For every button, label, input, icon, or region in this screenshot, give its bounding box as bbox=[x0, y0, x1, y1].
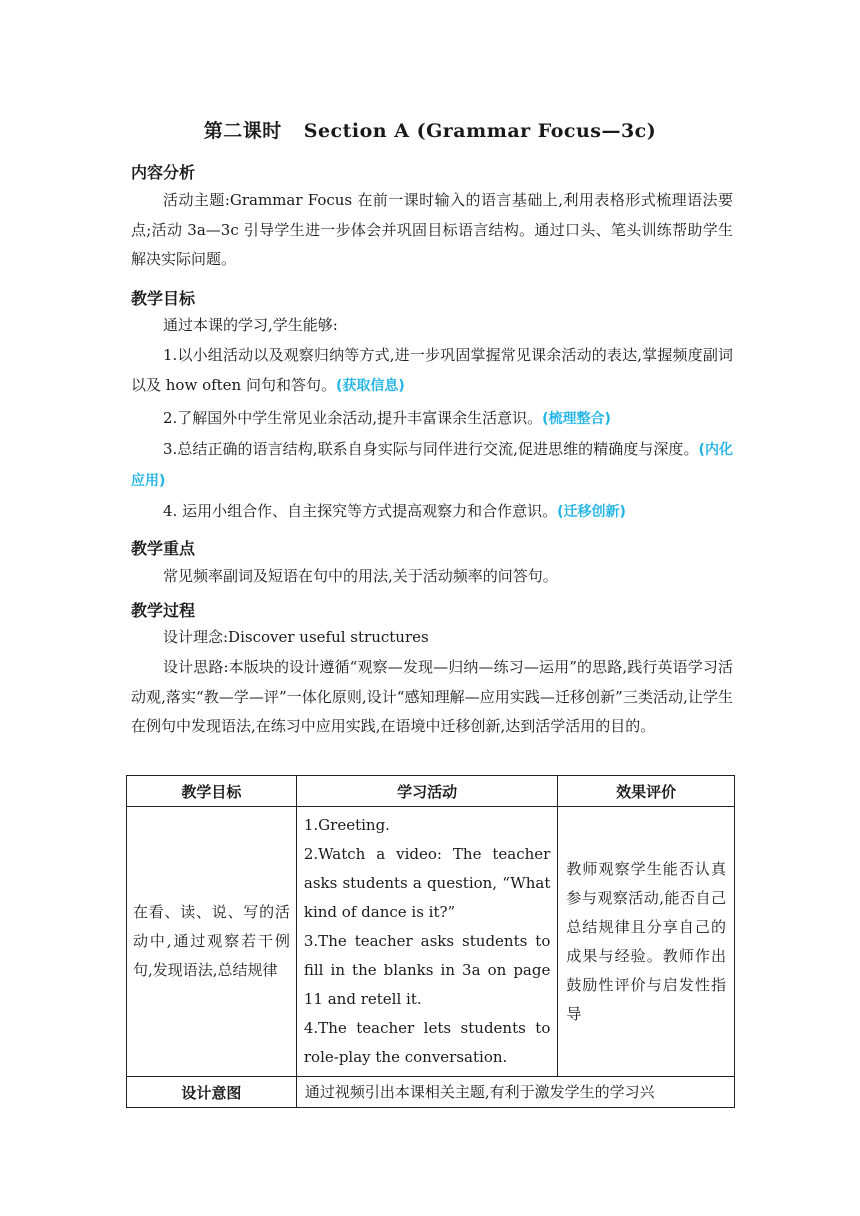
objective-tag: (内化应用) bbox=[131, 442, 733, 489]
objective-tag: (梳理整合) bbox=[542, 411, 611, 427]
lesson-plan-table bbox=[126, 775, 735, 1108]
objectives-intro: 通过本课的学习,学生能够: bbox=[163, 316, 338, 334]
table-row bbox=[127, 807, 735, 1077]
design-intent-text: 通过视频引出本课相关主题,有利于激发学生的学习兴 bbox=[296, 1077, 734, 1108]
activity-item: 3.The teacher asks students to fill in the blanks in 3a on page 11 and retell it. bbox=[303, 932, 551, 1008]
header-evaluation: 效果评价 bbox=[558, 776, 735, 807]
objective-item-3 bbox=[131, 435, 733, 496]
page-title bbox=[0, 116, 860, 143]
design-concept: 设计理念:Discover useful structures bbox=[163, 628, 429, 646]
header-activity: 学习活动 bbox=[296, 776, 557, 807]
objective-text: 3.总结正确的语言结构,联系自身实际与同伴进行交流,促进思维的精确度与深度。 bbox=[163, 440, 699, 458]
lesson-label: 第二课时 bbox=[203, 120, 282, 142]
key-points-heading: 教学重点 bbox=[131, 539, 196, 558]
section-label: Section A (Grammar Focus—3c) bbox=[303, 120, 657, 142]
header-goal: 教学目标 bbox=[127, 776, 297, 807]
activity-cell bbox=[296, 807, 557, 1077]
process-heading: 教学过程 bbox=[131, 601, 196, 620]
activity-item: 1.Greeting. bbox=[303, 816, 390, 834]
objective-text: 1.以小组活动以及观察归纳等方式,进一步巩固掌握常见课余活动的表达,掌握频度副词以及 how often 问句和答句。 bbox=[131, 346, 733, 394]
goal-cell: 在看、读、说、写的活动中,通过观察若干例句,发现语法,总结规律 bbox=[127, 807, 297, 1077]
evaluation-cell: 教师观察学生能否认真参与观察活动,能否自己总结规律且分享自己的成果与经验。教师作出鼓励性评价与启发性指导 bbox=[558, 807, 735, 1077]
objective-text: 2.了解国外中学生常见业余活动,提升丰富课余生活意识。 bbox=[163, 409, 543, 427]
content-analysis-heading: 内容分析 bbox=[131, 163, 196, 182]
design-row bbox=[127, 1077, 735, 1108]
objective-item-1 bbox=[131, 341, 733, 401]
objective-item-2 bbox=[131, 404, 733, 435]
design-idea: 设计思路:本版块的设计遵循“观察—发现—归纳—练习—运用”的思路,践行英语学习活动观,落实“教—学—评”一体化原则,设计“感知理解—应用实践—迁移创新”三类活动,让学生在例句中发现语法,在练习中应用实践,在语境中迁移创新,达到活学活用的目的。 bbox=[131, 658, 733, 735]
content-analysis-text: 活动主题:Grammar Focus 在前一课时输入的语言基础上,利用表格形式梳理语法要点;活动 3a—3c 引导学生进一步体会并巩固目标语言结构。通过口头、笔头训练帮助学生解决实际问题。 bbox=[131, 191, 733, 268]
activity-item: 2.Watch a video: The teacher asks students a question, “What kind of dance is it?” bbox=[303, 845, 551, 921]
key-points-text: 常见频率副词及短语在句中的用法,关于活动频率的问答句。 bbox=[163, 567, 558, 585]
objective-text: 4. 运用小组合作、自主探究等方式提高观察力和合作意识。 bbox=[163, 502, 558, 520]
activity-item: 4.The teacher lets students to role-play the conversation. bbox=[303, 1019, 551, 1066]
objectives-heading: 教学目标 bbox=[131, 289, 196, 308]
table-header-row bbox=[127, 776, 735, 807]
objective-item-4 bbox=[131, 497, 733, 528]
design-intent-label: 设计意图 bbox=[127, 1077, 297, 1108]
objective-tag: (迁移创新) bbox=[557, 504, 626, 520]
objective-tag: (获取信息) bbox=[335, 377, 405, 394]
